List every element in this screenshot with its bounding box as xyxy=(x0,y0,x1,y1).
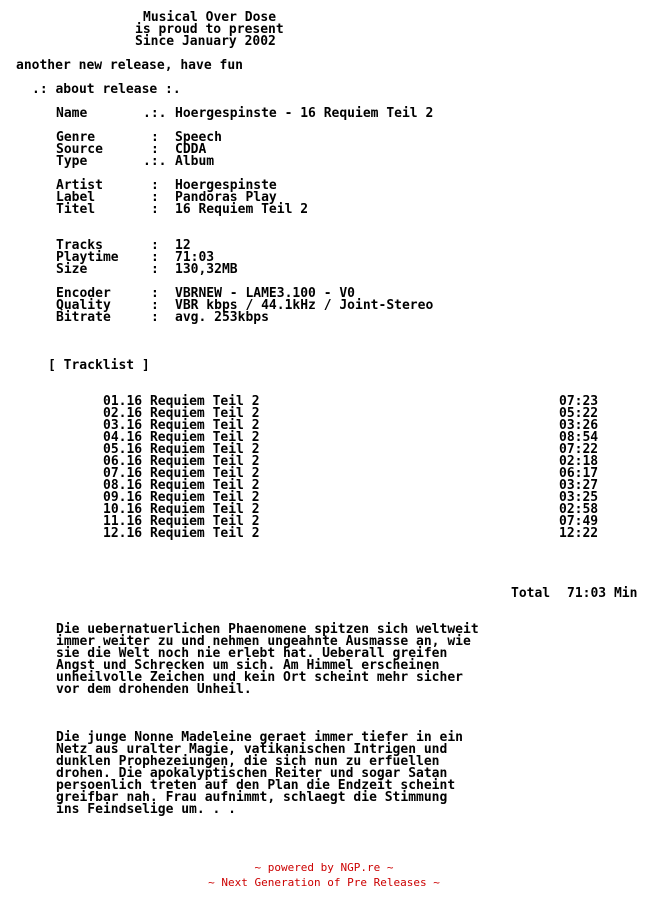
tracklist-heading: [ Tracklist ] xyxy=(48,358,150,373)
info-separator: : xyxy=(151,238,159,253)
info-value: VBRNEW - LAME3.100 - V0 xyxy=(175,286,356,301)
info-value: Hoergespinste - 16 Requiem Teil 2 xyxy=(175,106,434,121)
tracklist xyxy=(0,396,648,540)
tagline: another new release, have fun xyxy=(16,58,243,73)
track-title: 03.16 Requiem Teil 2 xyxy=(103,418,260,433)
info-row-titel xyxy=(0,204,648,216)
description-line: ins Feindselige um. . . xyxy=(56,802,237,817)
track-time: 02:18 xyxy=(559,454,599,469)
info-row-name xyxy=(0,108,648,120)
track-title: 11.16 Requiem Teil 2 xyxy=(103,514,260,529)
track-title: 02.16 Requiem Teil 2 xyxy=(103,406,260,421)
track-title: 10.16 Requiem Teil 2 xyxy=(103,502,260,517)
description-paragraph-2 xyxy=(0,732,648,816)
info-separator: : xyxy=(151,262,159,277)
track-time: 07:23 xyxy=(559,394,599,409)
track-row xyxy=(0,432,648,444)
info-label: Type xyxy=(56,154,88,169)
tagline-row xyxy=(0,60,648,72)
description-line: unheilvolle Zeichen und kein Ort scheint mehr sicher xyxy=(56,670,463,685)
track-title: 05.16 Requiem Teil 2 xyxy=(103,442,260,457)
info-separator: : xyxy=(151,190,159,205)
description-line: persoenlich treten auf den Plan die Endzeit scheint xyxy=(56,778,456,793)
info-value: Album xyxy=(175,154,215,169)
total-row xyxy=(0,588,648,600)
info-row-label xyxy=(0,192,648,204)
track-title: 09.16 Requiem Teil 2 xyxy=(103,490,260,505)
info-label: Tracks xyxy=(56,238,103,253)
track-row xyxy=(0,420,648,432)
info-label: Encoder xyxy=(56,286,111,301)
info-value: Hoergespinste xyxy=(175,178,277,193)
track-row xyxy=(0,468,648,480)
info-label: Artist xyxy=(56,178,103,193)
track-row xyxy=(0,396,648,408)
tracklist-heading-row xyxy=(0,360,648,372)
track-title: 04.16 Requiem Teil 2 xyxy=(103,430,260,445)
info-separator: .:. xyxy=(143,154,167,169)
group-name: Musical Over Dose xyxy=(143,10,277,25)
track-row xyxy=(0,456,648,468)
info-row-type xyxy=(0,156,648,168)
info-label: Titel xyxy=(56,202,96,217)
info-label: Genre xyxy=(56,130,96,145)
header-line-1 xyxy=(0,12,648,24)
track-time: 03:27 xyxy=(559,478,599,493)
description-line: greifbar nah. Frau aufnimmt, schlaegt die Stimmung xyxy=(56,790,448,805)
track-title: 01.16 Requiem Teil 2 xyxy=(103,394,260,409)
info-value: CDDA xyxy=(175,142,207,157)
track-time: 06:17 xyxy=(559,466,599,481)
info-value: 71:03 xyxy=(175,250,215,265)
info-label: Bitrate xyxy=(56,310,111,325)
description-line: immer weiter zu und nehmen ungeahnte Ausmasse an, wie xyxy=(56,634,471,649)
about-heading-row xyxy=(0,84,648,96)
info-row-artist xyxy=(0,180,648,192)
track-row xyxy=(0,516,648,528)
description-line: Angst und Schrecken um sich. Am Himmel erscheinen xyxy=(56,658,440,673)
info-label: Label xyxy=(56,190,96,205)
description-line: Die junge Nonne Madeleine geraet immer tiefer in ein xyxy=(56,730,463,745)
info-value: VBR kbps / 44.1kHz / Joint-Stereo xyxy=(175,298,434,313)
track-time: 07:22 xyxy=(559,442,599,457)
info-value: 16 Requiem Teil 2 xyxy=(175,202,309,217)
footer-tagline: ~ Next Generation of Pre Releases ~ xyxy=(208,876,440,889)
track-title: 07.16 Requiem Teil 2 xyxy=(103,466,260,481)
track-row xyxy=(0,504,648,516)
info-value: 12 xyxy=(175,238,191,253)
header-line-3 xyxy=(0,36,648,48)
description-line: sie die Welt noch nie erlebt hat. Ueberall greifen xyxy=(56,646,448,661)
track-row xyxy=(0,480,648,492)
description-line: Die uebernatuerlichen Phaenomene spitzen sich weltweit xyxy=(56,622,479,637)
info-separator: : xyxy=(151,202,159,217)
group-presents: is proud to present xyxy=(135,22,284,37)
info-row-playtime xyxy=(0,252,648,264)
description-line: Netz aus uralter Magie, vatikanischen Intrigen und xyxy=(56,742,448,757)
description-line: vor dem drohenden Unheil. xyxy=(56,682,252,697)
info-separator: .:. xyxy=(143,106,167,121)
info-value: Pandoras Play xyxy=(175,190,277,205)
track-title: 08.16 Requiem Teil 2 xyxy=(103,478,260,493)
track-time: 08:54 xyxy=(559,430,599,445)
track-title: 12.16 Requiem Teil 2 xyxy=(103,526,260,541)
track-time: 02:58 xyxy=(559,502,599,517)
info-separator: : xyxy=(151,178,159,193)
total-value: 71:03 Min xyxy=(567,586,638,601)
description-line: dunklen Prophezeiungen, die sich nun zu erfuellen xyxy=(56,754,440,769)
info-separator: : xyxy=(151,142,159,157)
track-row xyxy=(0,408,648,420)
track-row xyxy=(0,528,648,540)
track-time: 12:22 xyxy=(559,526,599,541)
info-value: avg. 253kbps xyxy=(175,310,269,325)
info-label: Source xyxy=(56,142,103,157)
info-separator: : xyxy=(151,130,159,145)
description-paragraph-1 xyxy=(0,624,648,696)
track-time: 03:25 xyxy=(559,490,599,505)
info-separator: : xyxy=(151,250,159,265)
info-separator: : xyxy=(151,298,159,313)
description-line: drohen. Die apokalyptischen Reiter und sogar Satan xyxy=(56,766,448,781)
info-separator: : xyxy=(151,310,159,325)
track-time: 07:49 xyxy=(559,514,599,529)
track-row xyxy=(0,492,648,504)
track-row xyxy=(0,444,648,456)
about-heading: .: about release :. xyxy=(32,82,181,97)
info-value: 130,32MB xyxy=(175,262,238,277)
info-row-bitrate xyxy=(0,312,648,324)
info-label: Quality xyxy=(56,298,111,313)
info-separator: : xyxy=(151,286,159,301)
info-label: Playtime xyxy=(56,250,119,265)
header-line-2 xyxy=(0,24,648,36)
total-label: Total xyxy=(511,586,551,601)
footer-powered-by: ~ powered by NGP.re ~ xyxy=(254,861,394,874)
info-value: Speech xyxy=(175,130,222,145)
track-time: 05:22 xyxy=(559,406,599,421)
info-label: Size xyxy=(56,262,88,277)
track-time: 03:26 xyxy=(559,418,599,433)
group-since: Since January 2002 xyxy=(135,34,276,49)
info-label: Name xyxy=(56,106,88,121)
track-title: 06.16 Requiem Teil 2 xyxy=(103,454,260,469)
info-row-source xyxy=(0,144,648,156)
info-row-size xyxy=(0,264,648,276)
